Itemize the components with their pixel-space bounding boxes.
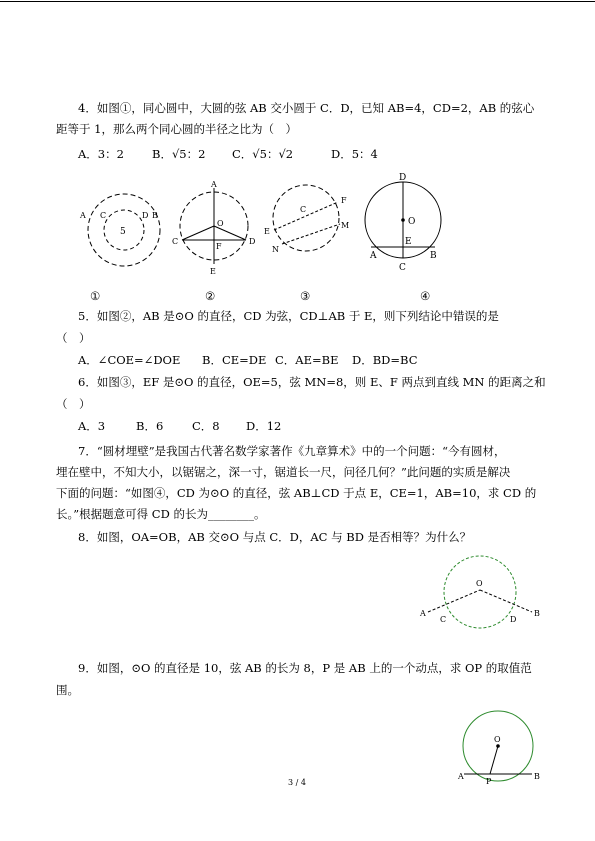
q8-point-a: A <box>420 609 426 618</box>
fig3-point-f: F <box>341 196 347 205</box>
q8-segment-oa <box>428 590 480 612</box>
q5-line2: （ ） <box>56 331 91 345</box>
q4-option-b: B．√5：2 <box>152 147 206 161</box>
fig4-point-b: B <box>430 251 437 261</box>
figure-label-2: ② <box>205 289 216 303</box>
figure-3-circle <box>262 180 352 260</box>
figure-label-3: ③ <box>300 289 311 303</box>
q9-figure <box>454 710 544 790</box>
fig1-point-a: A <box>80 211 86 220</box>
q4-option-c: C．√5：√2 <box>232 147 294 161</box>
q9-point-p: P <box>486 777 492 786</box>
q4-line2: 距等于 1，那么两个同心圆的半径之比为（ ） <box>56 122 297 136</box>
q5-option-c: C．AE=BE <box>275 353 339 367</box>
fig2-point-o: O <box>217 219 224 228</box>
q8-point-d: D <box>510 615 517 624</box>
q8-point-c: C <box>440 615 447 624</box>
q9-point-b: B <box>534 772 540 781</box>
fig4-point-a: A <box>370 251 377 261</box>
q8-circle <box>444 556 516 628</box>
q6-option-c: C．8 <box>192 419 220 433</box>
page-top-border <box>0 1 595 2</box>
fig2-point-a: A <box>211 180 217 189</box>
q9-line2: 围。 <box>56 683 79 697</box>
q5-option-b: B．CE=DE <box>202 353 267 367</box>
q5-option-a: A．∠COE=∠DOE <box>78 353 181 367</box>
q9-point-o: O <box>494 735 501 744</box>
fig2-point-d: D <box>249 237 256 246</box>
q5-option-d: D．BD=BC <box>352 353 418 367</box>
q9-point-a: A <box>458 772 464 781</box>
fig1-point-b: B <box>152 211 158 220</box>
q6-line1: 6．如图③，EF 是⊙O 的直径，OE=5，弦 MN=8，则 E、F 两点到直线 MN 的距离之和 <box>78 375 546 389</box>
figure-2-circle-diameter <box>170 178 260 276</box>
q5-line1: 5．如图②，AB 是⊙O 的直径，CD 为弦，CD⊥AB 于 E，则下列结论中错误的是 <box>78 309 499 323</box>
q8-point-o: O <box>476 579 483 588</box>
page-number: 3 / 4 <box>288 778 306 787</box>
fig2-point-c: C <box>172 237 179 246</box>
q4-option-d: D．5：4 <box>331 147 378 161</box>
q6-option-b: B．6 <box>136 419 164 433</box>
figure-label-1: ① <box>90 289 101 303</box>
q7-line4: 长。”根据题意可得 CD 的长为________。 <box>56 507 266 521</box>
fig3-point-n: N <box>272 245 279 254</box>
fig4-point-d: D <box>399 173 407 183</box>
fig3-point-e: E <box>264 227 270 236</box>
fig3-point-m: M <box>341 221 350 230</box>
q6-option-a: A．3 <box>78 419 106 433</box>
q8-segment-ob <box>480 590 532 612</box>
fig2-point-f: F <box>216 242 222 251</box>
fig3-chord <box>282 224 340 244</box>
fig2-point-e: E <box>210 267 216 276</box>
q8-line1: 8．如图，OA=OB，AB 交⊙O 与点 C．D，AC 与 BD 是否相等？为什么？ <box>78 530 472 544</box>
fig3-point-c: C <box>300 205 307 214</box>
q4-line1: 4．如图①，同心圆中，大圆的弦 AB 交小圆于 C．D，已知 AB=4，CD=2，AB 的弦心 <box>78 101 535 115</box>
fig3-circle <box>273 185 339 251</box>
fig1-center: 5 <box>120 227 126 237</box>
q8-point-b: B <box>534 609 540 618</box>
q7-line3: 下面的问题：“如图④，CD 为⊙O 的直径，弦 AB⊥CD 于点 E，CE=1，AB=10，求 CD 的 <box>56 486 537 500</box>
fig4-point-o: O <box>408 217 416 227</box>
figure-1-concentric-circles <box>78 190 168 270</box>
fig1-point-c: C <box>100 211 107 220</box>
fig1-point-d: D <box>142 211 149 220</box>
fig4-point-e: E <box>405 237 412 247</box>
q6-option-d: D．12 <box>246 419 282 433</box>
q8-figure <box>418 552 543 634</box>
figure-label-4: ④ <box>420 289 431 303</box>
figure-4-circle <box>356 170 456 274</box>
q7-line1: 7．“圆材埋壁”是我国古代著名数学家著作《九章算术》中的一个问题：“今有圆材， <box>78 444 506 458</box>
q6-line2: （ ） <box>56 397 91 411</box>
q7-line2: 埋在壁中，不知大小，以锯锯之，深一寸，锯道长一尺，问径几何？”此问题的实质是解决 <box>56 465 511 479</box>
q9-line1: 9．如图，⊙O 的直径是 10，弦 AB 的长为 8，P 是 AB 上的一个动点，求 OP 的取值范 <box>78 661 532 675</box>
q9-segment-op <box>490 746 498 774</box>
q4-option-a: A．3：2 <box>78 147 124 161</box>
fig4-point-c: C <box>399 263 406 273</box>
